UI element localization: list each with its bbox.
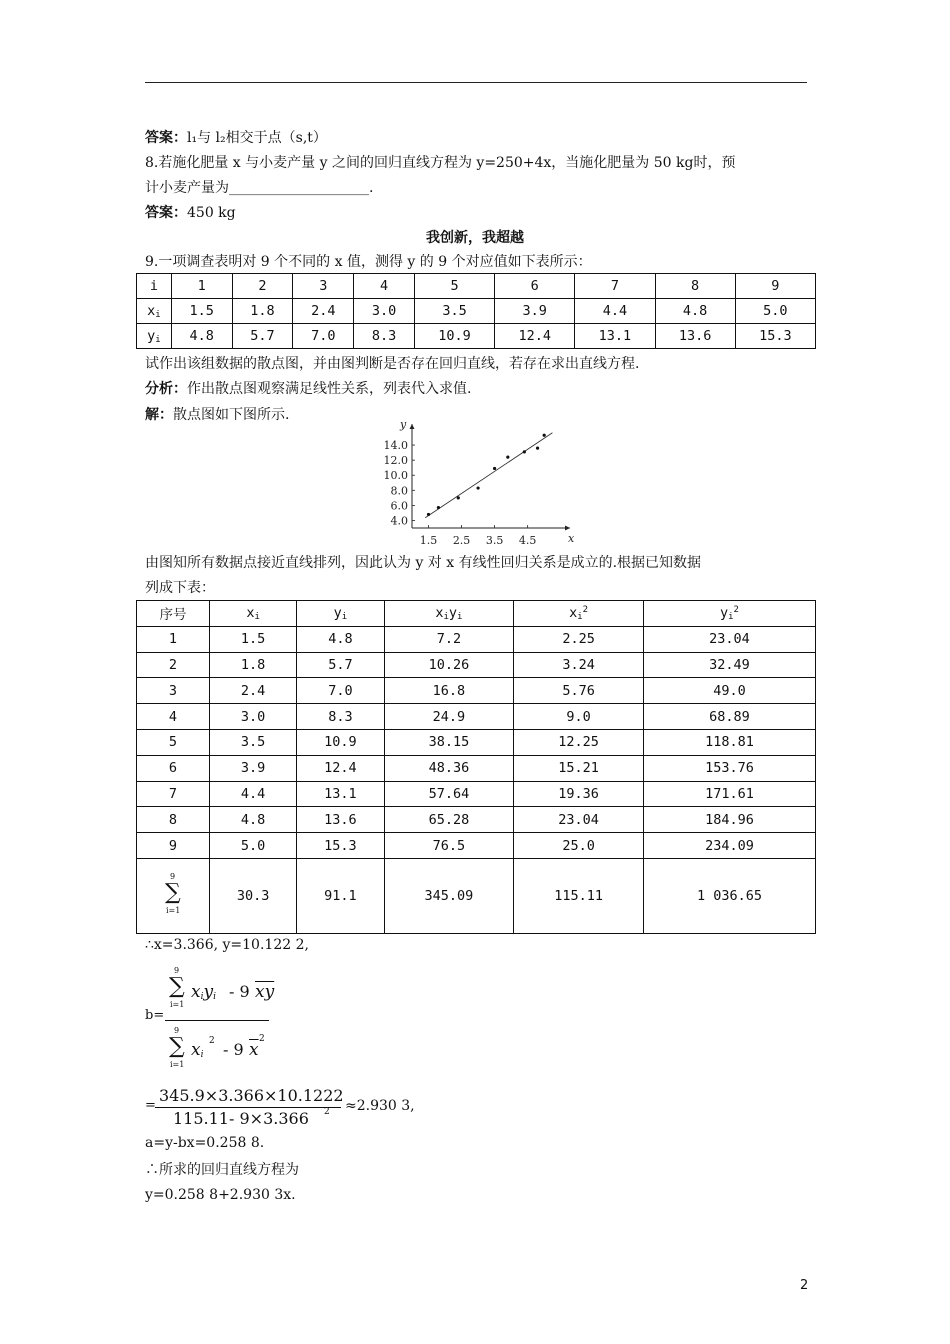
table-cell: 3.24 — [514, 652, 644, 678]
table-row — [137, 807, 816, 833]
table-cell: 3.5 — [209, 729, 296, 755]
table-cell: 7.0 — [297, 678, 384, 704]
table-cell: 3.9 — [495, 299, 575, 324]
table-cell: 12.25 — [514, 729, 644, 755]
table-row — [137, 274, 816, 299]
table-row — [137, 652, 816, 678]
table-cell: 7 — [137, 781, 210, 807]
table-cell: 171.61 — [643, 781, 815, 807]
a-line: a=y-bx=0.258 8. — [145, 1135, 265, 1151]
y-tick-label: 6.0 — [390, 499, 408, 513]
table-cell: 15.21 — [514, 755, 644, 781]
table-row — [137, 601, 816, 627]
table-cell: 8.3 — [354, 324, 415, 349]
table-cell: 7.2 — [384, 626, 514, 652]
sum-cell: 115.11 — [514, 858, 644, 933]
header-cell: 9 — [735, 274, 815, 299]
y-tick-label: 14.0 — [383, 439, 408, 453]
fraction-bar — [155, 1107, 341, 1108]
table-cell: 4.8 — [297, 626, 384, 652]
regression-line — [425, 433, 552, 518]
table-cell: 5.7 — [232, 324, 293, 349]
therefore-line: ∴所求的回归直线方程为 — [145, 1162, 299, 1178]
header-cell: 序号 — [137, 601, 210, 627]
table-cell: 4.4 — [209, 781, 296, 807]
table-cell: 9 — [137, 833, 210, 859]
table-cell: 118.81 — [643, 729, 815, 755]
b-denominator-term: $x_i$ — [191, 1040, 204, 1060]
table-row — [137, 781, 816, 807]
question-9-intro: 9.一项调查表明对 9 个不同的 x 值，测得 y 的 9 个对应值如下表所示： — [145, 254, 592, 270]
table-cell: 4.8 — [209, 807, 296, 833]
data-point — [427, 513, 430, 516]
y-tick-label: 10.0 — [383, 469, 408, 483]
table-cell: 15.3 — [735, 324, 815, 349]
header-cell: 4 — [354, 274, 415, 299]
sigma-symbol: 9 ∑ i=1 — [164, 871, 181, 915]
table-cell: 76.5 — [384, 833, 514, 859]
sigma-symbol: 9 ∑ i=1 — [169, 966, 185, 1009]
header-cell: 2 — [232, 274, 293, 299]
header-cell: $x_i$ — [209, 601, 296, 627]
table-cell: 4 — [137, 704, 210, 730]
table-cell: 1.8 — [209, 652, 296, 678]
table-cell: 38.15 — [384, 729, 514, 755]
table-cell: 23.04 — [643, 626, 815, 652]
header-cell: i — [137, 274, 172, 299]
data-point — [523, 450, 526, 453]
conclusion-line2: 列成下表： — [145, 580, 215, 596]
table-cell: 4.4 — [575, 299, 655, 324]
table-cell: 13.1 — [297, 781, 384, 807]
data-point — [493, 467, 496, 470]
sum-symbol-cell — [137, 858, 210, 933]
x-tick-label: 1.5 — [419, 534, 438, 547]
data-point — [476, 486, 479, 489]
means-line: ∴x=3.366, y=10.122 2, — [145, 937, 309, 953]
x-tick-label: 3.5 — [485, 534, 504, 547]
table-cell: 4.8 — [171, 324, 232, 349]
table-row — [137, 755, 816, 781]
table-cell: 2 — [137, 652, 210, 678]
y-axis-arrow — [410, 424, 415, 429]
table-cell: 12.4 — [495, 324, 575, 349]
sum-cell: 1 036.65 — [643, 858, 815, 933]
table-cell: 6 — [137, 755, 210, 781]
y-tick-label: 12.0 — [383, 454, 408, 468]
table-cell: 1.5 — [209, 626, 296, 652]
table-row — [137, 833, 816, 859]
data-point — [506, 456, 509, 459]
sum-cell: 345.09 — [384, 858, 514, 933]
table-cell: 1 — [137, 626, 210, 652]
table-cell: 2.4 — [209, 678, 296, 704]
sigma-symbol: 9 ∑ i=1 — [169, 1026, 185, 1069]
table-cell: 3.0 — [209, 704, 296, 730]
table-cell: 234.09 — [643, 833, 815, 859]
table-cell: 49.0 — [643, 678, 815, 704]
table-cell: 65.28 — [384, 807, 514, 833]
table-cell: 16.8 — [384, 678, 514, 704]
question-8-line1: 8.若施化肥量 x 与小麦产量 y 之间的回归直线方程为 y=250+4x，当施化肥量为 50 kg时，预 — [145, 155, 736, 171]
solution-intro: 解：散点图如下图所示. — [145, 407, 290, 423]
y-axis-label: y — [400, 418, 407, 431]
data-point — [536, 446, 539, 449]
table-cell: 1.8 — [232, 299, 293, 324]
table-cell: 12.4 — [297, 755, 384, 781]
table-cell: 25.0 — [514, 833, 644, 859]
data-point — [437, 506, 440, 509]
x-tick-label: 4.5 — [518, 534, 537, 547]
final-equation: y=0.258 8+2.930 3x. — [145, 1187, 296, 1203]
scatter-chart — [376, 418, 576, 550]
x-axis-arrow — [565, 526, 570, 531]
table-cell: 57.64 — [384, 781, 514, 807]
header-cell: $x_iy_i$ — [384, 601, 514, 627]
table-cell: 13.1 — [575, 324, 655, 349]
xbar: $\overline{x}$ — [249, 1040, 259, 1060]
table-cell: 5.0 — [209, 833, 296, 859]
table-cell: 5.76 — [514, 678, 644, 704]
table-cell: 2.25 — [514, 626, 644, 652]
row-label-x: $x_i$ — [137, 299, 172, 324]
question-8-line2: 计小麦产量为____________________. — [145, 180, 374, 196]
header-cell: 3 — [293, 274, 354, 299]
table-cell: 13.6 — [297, 807, 384, 833]
table-cell: 8 — [137, 807, 210, 833]
header-cell: 6 — [495, 274, 575, 299]
table-cell: 5.0 — [735, 299, 815, 324]
table-cell: 4.8 — [655, 299, 735, 324]
header-cell: $x_i^2$ — [514, 601, 644, 627]
data-point — [457, 496, 460, 499]
data-point — [543, 434, 546, 437]
table-row — [137, 626, 816, 652]
header-cell: 1 — [171, 274, 232, 299]
fraction-bar — [165, 1020, 269, 1021]
table-cell: 8.3 — [297, 704, 384, 730]
header-cell: 5 — [414, 274, 494, 299]
conclusion-line1: 由图知所有数据点接近直线排列，因此认为 y 对 x 有线性回归关系是成立的.根据已知数据 — [145, 555, 702, 571]
section-title: 我创新，我超越 — [426, 230, 524, 246]
table-cell: 10.26 — [384, 652, 514, 678]
table-cell: 15.3 — [297, 833, 384, 859]
header-cell: $y_i^2$ — [643, 601, 815, 627]
question-9-task: 试作出该组数据的散点图，并由图判断是否存在回归直线，若存在求出直线方程. — [145, 356, 640, 372]
sum-cell: 30.3 — [209, 858, 296, 933]
computation-table — [136, 600, 816, 934]
table-cell: 5 — [137, 729, 210, 755]
b-calculation: = 345.9×3.366×10.1222 115.11- 9×3.366 2 ≈2.930 3, — [145, 1086, 415, 1128]
table-cell: 23.04 — [514, 807, 644, 833]
header-cell: $y_i$ — [297, 601, 384, 627]
table-cell: 24.9 — [384, 704, 514, 730]
table-cell: 19.36 — [514, 781, 644, 807]
table-row — [137, 704, 816, 730]
table-cell: 68.89 — [643, 704, 815, 730]
xbar-ybar: $\overline{xy}$ — [255, 982, 275, 1002]
table-cell: 3.9 — [209, 755, 296, 781]
table-row — [137, 324, 816, 349]
b-numerator-term: $x_iy_i$ — [191, 982, 216, 1002]
table-row — [137, 299, 816, 324]
table-cell: 10.9 — [297, 729, 384, 755]
table-row — [137, 729, 816, 755]
x-axis-label: x — [568, 532, 575, 545]
y-tick-label: 8.0 — [390, 484, 408, 498]
table-cell: 32.49 — [643, 652, 815, 678]
table-cell: 2.4 — [293, 299, 354, 324]
table-cell: 184.96 — [643, 807, 815, 833]
table-cell: 5.7 — [297, 652, 384, 678]
table-cell: 3 — [137, 678, 210, 704]
b-formula: b= 9 ∑ i=1 $x_iy_i$ - 9 $\overline{xy}$ 9 ∑ i=1 $x_i$ 2 - 9 $\overline{x}$ 2 — [145, 966, 275, 1069]
answer-7: 答案：l₁与 l₂相交于点（s,t） — [145, 130, 327, 146]
x-tick-label: 2.5 — [452, 534, 471, 547]
sum-row — [137, 858, 816, 933]
analysis: 分析：作出散点图观察满足线性关系，列表代入求值. — [145, 381, 472, 397]
table-cell: 10.9 — [414, 324, 494, 349]
page-number: 2 — [800, 1278, 809, 1293]
answer-8: 答案：450 kg — [145, 205, 236, 221]
table-cell: 9.0 — [514, 704, 644, 730]
table-cell: 48.36 — [384, 755, 514, 781]
header-cell: 7 — [575, 274, 655, 299]
table-cell: 1.5 — [171, 299, 232, 324]
y-tick-label: 4.0 — [390, 514, 408, 528]
table-cell: 153.76 — [643, 755, 815, 781]
header-cell: 8 — [655, 274, 735, 299]
row-label-y: $y_i$ — [137, 324, 172, 349]
sum-cell: 91.1 — [297, 858, 384, 933]
data-table — [136, 273, 816, 349]
table-row — [137, 678, 816, 704]
table-cell: 3.5 — [414, 299, 494, 324]
header-rule — [145, 82, 807, 83]
table-cell: 13.6 — [655, 324, 735, 349]
table-cell: 3.0 — [354, 299, 415, 324]
table-cell: 7.0 — [293, 324, 354, 349]
